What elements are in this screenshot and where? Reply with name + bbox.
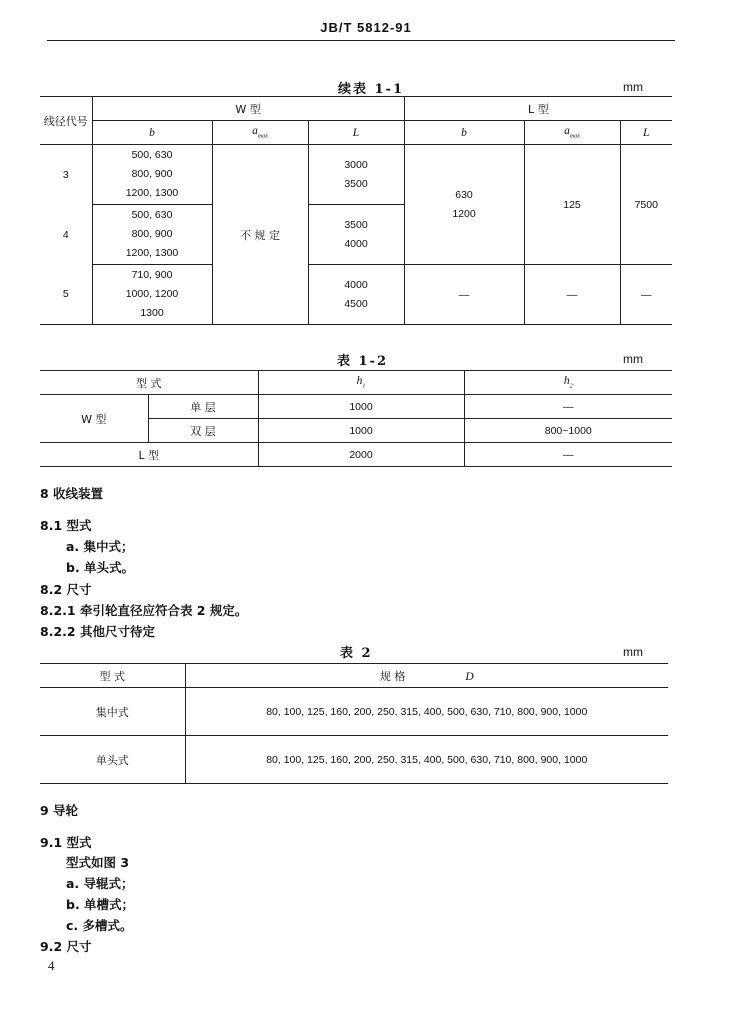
section-9-1-heading: 9.1 型式 [40,835,92,850]
w-b-cell: 710, 900 1000, 1200 1300 [92,265,212,325]
section-8-heading: 8 收线装置 [40,486,104,501]
section-8-2-1: 8.2.1 牵引轮直径应符合表 2 规定。 [40,603,248,618]
section-9-heading: 9 导轮 [40,803,79,818]
l-type-header: L 型 [404,97,672,121]
l-L-dash: — [641,288,652,301]
section-8-2-heading: 8.2 尺寸 [40,582,92,597]
w-double-h2: 800~1000 [544,424,592,437]
col-type: 型 式 [40,664,185,688]
w-b-cell: 500, 630 800, 900 1200, 1300 [92,145,212,205]
row-code: 3 [40,145,92,205]
l-amax-cell: 125 [524,145,620,265]
section-9-1-item-a: a. 导辊式； [66,876,134,891]
l-b-cell: 630 1200 [404,145,524,265]
table-1-1-unit: mm [623,80,643,94]
table-2 [40,663,668,784]
table-1-2-caption: 表 1-2 [337,354,389,369]
row-values: 80, 100, 125, 160, 200, 250, 315, 400, 500, 630, 710, 800, 900, 1000 [266,705,588,718]
col-diameter-code: 线径代号 [40,97,92,145]
l-h2: — [563,448,574,461]
col-h1: $h_1$ [258,371,464,395]
w-L-header: L [308,121,404,145]
col-h2: $h_2$ [563,375,573,390]
row-type: 单头式 [40,736,185,784]
l-h1: 2000 [258,443,464,467]
table-1-2-unit: mm [623,352,643,366]
w-b-header: b [92,121,212,145]
l-amax-dash: — [524,265,620,325]
w-double-h1: 1000 [258,419,464,443]
row-values: 80, 100, 125, 160, 200, 250, 315, 400, 500, 630, 710, 800, 900, 1000 [266,753,588,766]
w-amax-cell: 不 规 定 [212,145,308,325]
section-9-2-heading: 9.2 尺寸 [40,939,92,954]
row-type: 集中式 [40,688,185,736]
section-8-1-heading: 8.1 型式 [40,518,92,533]
w-L-cell: 4000 4500 [308,265,404,325]
w-single-h2: — [563,400,574,413]
section-8-1-item-a: a. 集中式； [66,539,134,554]
w-type-label: W 型 [40,395,148,443]
table-1-1-caption: 续表 1-1 [338,82,405,97]
section-9-1-item-c: c. 多槽式。 [66,918,133,933]
row-code: 4 [40,205,92,265]
table-2-caption: 表 2 [340,646,373,661]
w-b-cell: 500, 630 800, 900 1200, 1300 [92,205,212,265]
table-2-unit: mm [623,645,643,659]
table-1-2 [40,370,672,467]
l-type-label: L 型 [40,443,258,467]
l-L-cell: 7500 [620,145,672,265]
w-single-h1: 1000 [258,395,464,419]
table-1-1 [40,96,672,325]
col-spec: 规 格 D [379,669,474,683]
col-type: 型 式 [40,371,258,395]
double-layer-label: 双 层 [148,419,258,443]
l-b-dash: — [404,265,524,325]
header-rule [47,40,675,41]
section-9-1-item-b: b. 单槽式； [66,897,135,912]
l-b-header: b [404,121,524,145]
section-8-2-2: 8.2.2 其他尺寸待定 [40,624,155,639]
w-L-cell: 3000 3500 [308,145,404,205]
document-header: JB/T 5812-91 [320,20,412,35]
w-L-cell: 3500 4000 [308,205,404,265]
w-amax-header: $a_{max}$ [212,121,308,145]
page-number: 4 [48,958,55,973]
section-9-1-intro: 型式如图 3 [66,855,130,870]
section-8-1-item-b: b. 单头式。 [66,560,135,575]
row-code: 5 [40,265,92,325]
w-type-header: W 型 [92,97,404,121]
l-L-header: L [643,126,650,139]
single-layer-label: 单 层 [148,395,258,419]
l-amax-header: $a_{max}$ [524,121,620,145]
